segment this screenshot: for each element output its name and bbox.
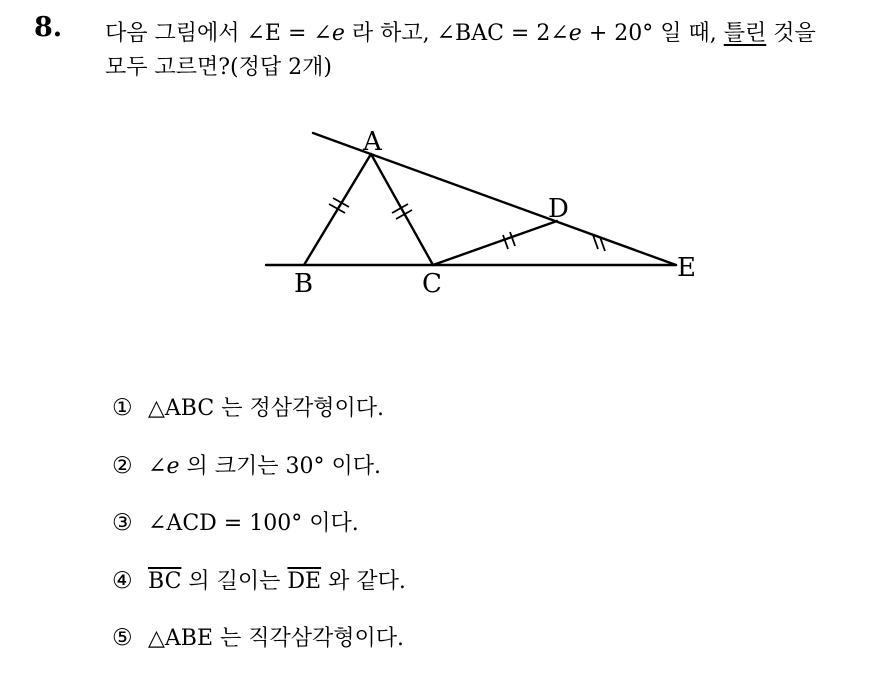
tick-ac-1 (392, 204, 408, 213)
choice-5[interactable] (112, 618, 406, 676)
segment-bc: $\overline{BC}$ (148, 568, 182, 594)
segment-de: $\overline{DE}$ (287, 568, 322, 594)
tick-marks (329, 198, 605, 251)
tick-de-2 (600, 237, 605, 251)
choice-5-text: △ABE 는 직각삼각형이다. (148, 626, 405, 651)
tick-ab-2 (333, 198, 349, 207)
tick-cd-2 (510, 232, 515, 246)
question-line2: 모두 고르면?(정답 2개) (105, 55, 332, 80)
choice-2-post: 의 크기는 30° 이다. (179, 453, 381, 479)
label-b: B (294, 269, 314, 299)
question-line1-end: 것을 (766, 21, 816, 46)
line-through-a-e (313, 133, 676, 265)
label-a: A (363, 127, 382, 157)
tick-ac-2 (396, 210, 412, 219)
choice-2-pre: ∠ (148, 453, 167, 479)
angle-var-e: e (331, 21, 345, 46)
circled-4-icon: ④ (112, 567, 133, 594)
question-number: 8. (34, 12, 63, 43)
choice-4-post: 와 같다. (321, 568, 406, 594)
angle-var-e-2: e (568, 21, 582, 46)
circled-1-icon: ① (112, 395, 133, 421)
label-d: D (548, 194, 569, 224)
choice-2[interactable] (112, 446, 406, 504)
choice-4-mid: 의 길이는 (181, 568, 288, 594)
tick-de-1 (593, 235, 598, 249)
circled-2-icon: ② (112, 452, 133, 479)
choice-1-text: △ABC 는 정삼각형이다. (148, 396, 384, 421)
circled-3-icon: ③ (112, 510, 133, 536)
answer-choices (112, 388, 406, 676)
choice-2-var: e (166, 453, 180, 479)
circled-5-icon: ⑤ (112, 625, 133, 651)
segment-cd (433, 221, 557, 265)
segment-ac (371, 154, 433, 265)
question-line1 (105, 21, 816, 46)
choice-3[interactable] (112, 503, 406, 561)
choice-4[interactable] (112, 561, 406, 619)
choice-3-text: ∠ACD = 100° 이다. (148, 511, 359, 536)
question-text (105, 14, 875, 88)
question-line1-mid: 라 하고, ∠BAC = 2∠ (344, 21, 569, 46)
question-line1-prefix: 다음 그림에서 ∠E = ∠ (105, 21, 332, 46)
label-c: C (422, 269, 442, 299)
label-e: E (677, 253, 696, 283)
segment-ab (304, 154, 371, 265)
choice-1[interactable] (112, 388, 406, 446)
underlined-wrong: 틀린 (723, 21, 767, 46)
tick-ab-1 (329, 204, 345, 213)
tick-cd-1 (503, 235, 508, 249)
question-line1-suffix: + 20° 일 때, (581, 21, 724, 46)
